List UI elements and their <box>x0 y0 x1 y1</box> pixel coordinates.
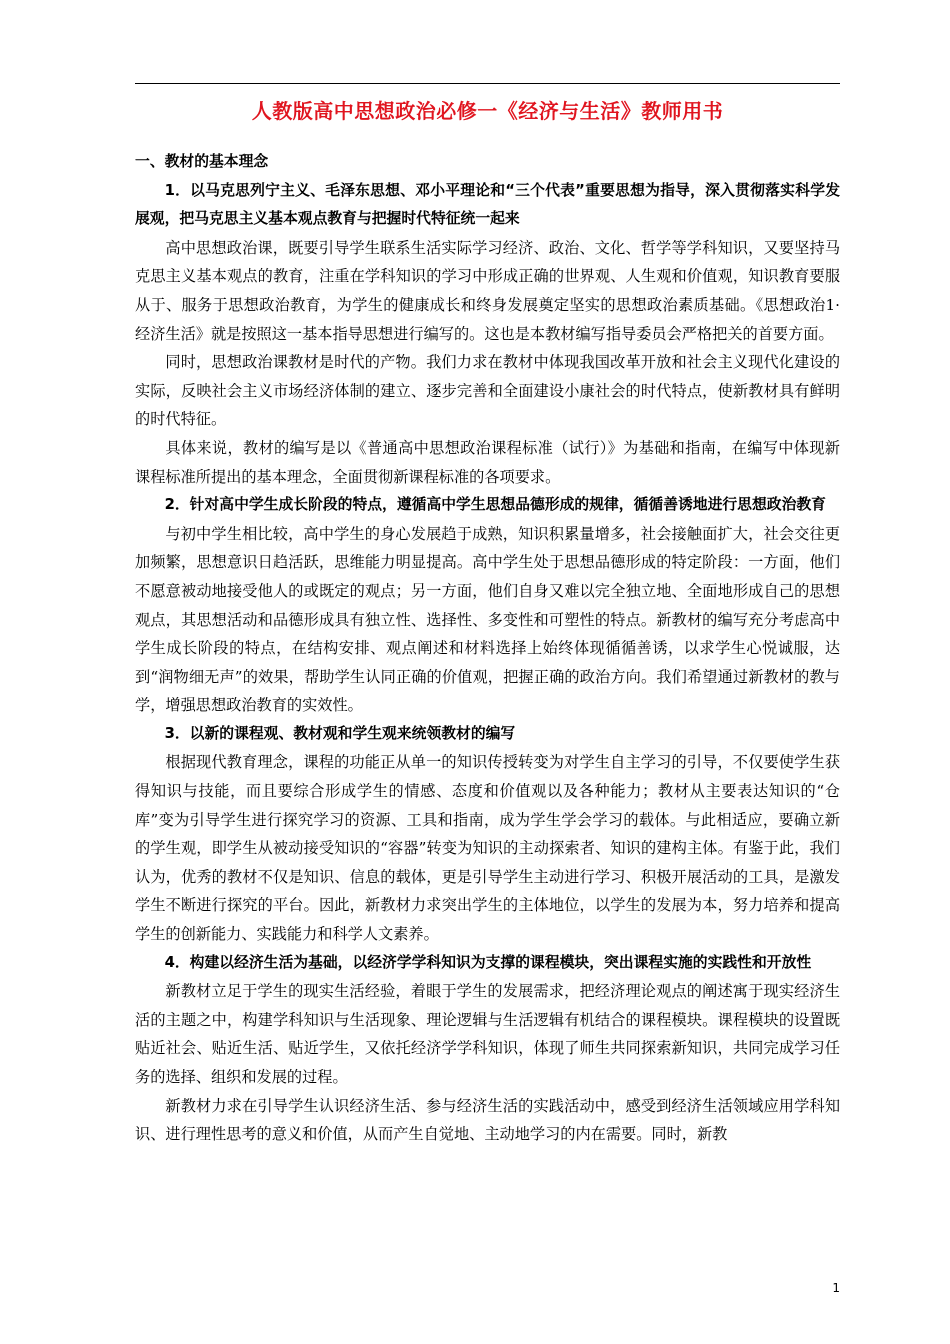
page-number: 1 <box>832 1281 840 1295</box>
section-heading: 一、教材的基本理念 <box>135 153 269 170</box>
subheading-2: 2．针对高中学生成长阶段的特点，遵循高中学生思想品德形成的规律，循循善诱地进行思想政治教育 <box>164 496 826 514</box>
body-paragraph: 高中思想政治课，既要引导学生联系生活实际学习经济、政治、文化、哲学等学科知识，又要坚持马克思主义基本观点的教育，注重在学科知识的学习中形成正确的世界观、人生观和价值观，知识教育要服从于、服务于思想政治教育，为学生的健康成长和终身发展奠定坚实的思想政治素质基础。《思想政治1·经济生活》就是按照这一基本指导思想进行编写的。这也是本教材编写指导委员会严格把关的首要方面。 <box>135 238 840 343</box>
body-paragraph: 根据现代教育理念，课程的功能正从单一的知识传授转变为对学生自主学习的引导，不仅要使学生获得知识与技能，而且要综合形成学生的情感、态度和价值观以及各种能力；教材从主要表达知识的“仓库”变为引导学生进行探究学习的资源、工具和指南，成为学生学会学习的载体。与此相适应，要确立新的学生观，即学生从被动接受知识的“容器”转变为知识的主动探索者、知识的建构主体。有鉴于此，我们认为，优秀的教材不仅是知识、信息的载体，更是引导学生主动进行学习、积极开展活动的工具，是激发学生不断进行探究的平台。因此，新教材力求突出学生的主体地位，以学生的发展为本，努力培养和提高学生的创新能力、实践能力和科学人文素养。 <box>135 753 840 944</box>
subheading-3: 3．以新的课程观、教材观和学生观来统领教材的编写 <box>164 724 516 742</box>
document-body <box>135 148 840 1149</box>
subheading-1: 1．以马克思列宁主义、毛泽东思想、邓小平理论和“三个代表”重要思想为指导，深入贯彻落实科学发展观，把马克思主义基本观点教育与把握时代特征统一起来 <box>135 181 840 228</box>
body-paragraph: 新教材力求在引导学生认识经济生活、参与经济生活的实践活动中，感受到经济生活领域应用学科知识、进行理性思考的意义和价值，从而产生自觉地、主动地学习的内在需要。同时，新教 <box>135 1096 840 1144</box>
body-paragraph: 与初中学生相比较，高中学生的身心发展趋于成熟，知识积累量增多，社会接触面扩大，社会交往更加频繁，思想意识日趋活跃，思维能力明显提高。高中学生处于思想品德形成的特定阶段：一方面，他们不愿意被动地接受他人的或既定的观点；另一方面，他们自身又难以完全独立地、全面地形成自己的思想观点，其思想活动和品德形成具有独立性、选择性、多变性和可塑性的特点。新教材的编写充分考虑高中学生成长阶段的特点，在结构安排、观点阐述和材料选择上始终体现循循善诱，以求学生心悦诚服，达到“润物细无声”的效果，帮助学生认同正确的价值观，把握正确的政治方向。我们希望通过新教材的教与学，增强思想政治教育的实效性。 <box>135 524 840 715</box>
body-paragraph: 新教材立足于学生的现实生活经验，着眼于学生的发展需求，把经济理论观点的阐述寓于现实经济生活的主题之中，构建学科知识与生活现象、理论逻辑与生活逻辑有机结合的课程模块。课程模块的设置既贴近社会、贴近生活、贴近学生，又依托经济学学科知识，体现了师生共同探索新知识，共同完成学习任务的选择、组织和发展的过程。 <box>135 982 840 1086</box>
document-title: 人教版高中思想政治必修一《经济与生活》教师用书 <box>251 99 724 123</box>
body-paragraph: 具体来说，教材的编写是以《普通高中思想政治课程标准（试行）》为基础和指南，在编写中体现新课程标准所提出的基本理念，全面贯彻新课程标准的各项要求。 <box>135 438 840 486</box>
subheading-4: 4．构建以经济生活为基础，以经济学学科知识为支撑的课程模块，突出课程实施的实践性和开放性 <box>164 953 812 971</box>
header-rule <box>135 83 840 84</box>
body-paragraph: 同时，思想政治课教材是时代的产物。我们力求在教材中体现我国改革开放和社会主义现代化建设的实际，反映社会主义市场经济体制的建立、逐步完善和全面建设小康社会的时代特点，使新教材具有鲜明的时代特征。 <box>135 353 840 429</box>
